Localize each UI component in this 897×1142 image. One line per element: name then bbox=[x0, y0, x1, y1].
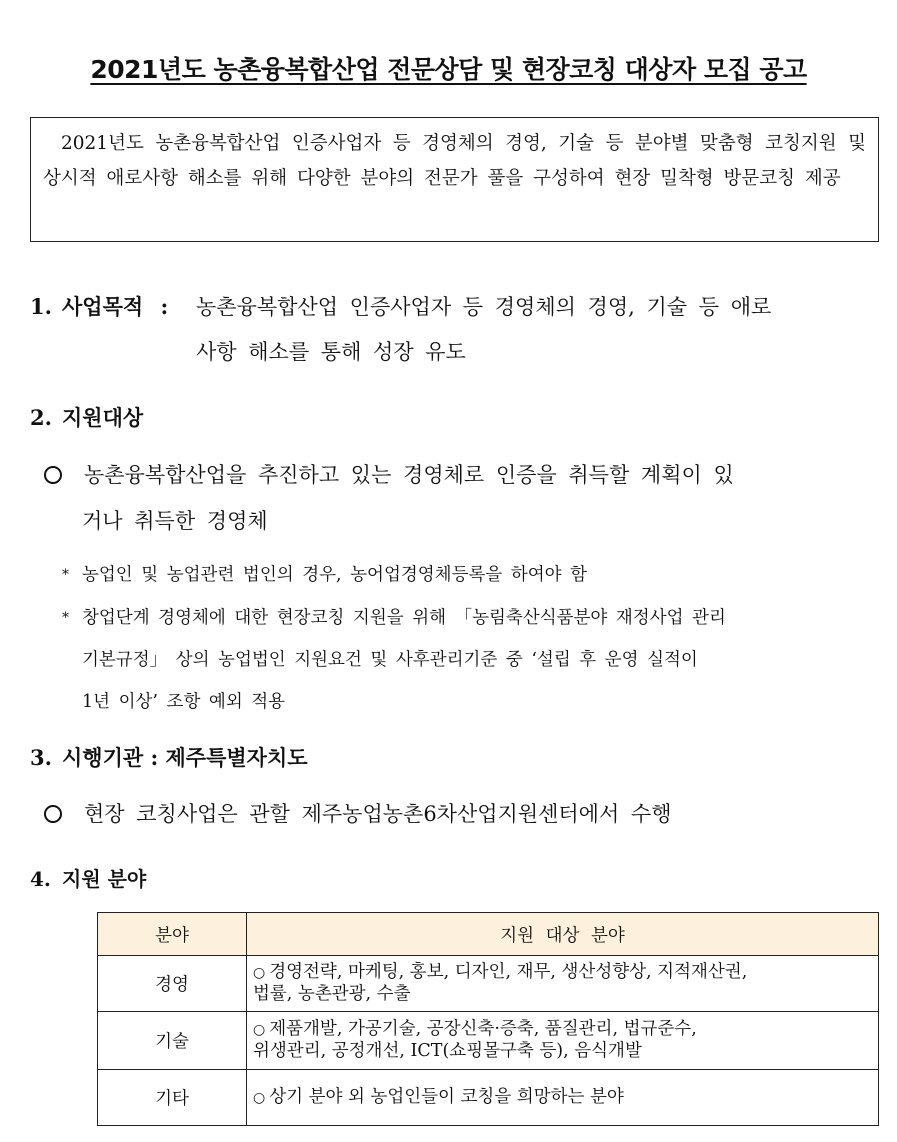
support-fields-table bbox=[97, 912, 879, 1126]
section-1-line-1: 농촌융복합산업 인증사업자 등 경영체의 경영, 기술 등 애로 bbox=[196, 295, 772, 319]
circle-bullet-icon bbox=[44, 805, 62, 823]
section-1-separator: : bbox=[160, 294, 169, 319]
asterisk-icon: * bbox=[62, 567, 69, 583]
circle-mark-icon: ○ bbox=[253, 1089, 266, 1106]
section-1-heading bbox=[30, 291, 178, 321]
circle-mark-icon: ○ bbox=[253, 965, 266, 981]
circle-mark-icon: ○ bbox=[253, 1022, 266, 1038]
section-2-heading bbox=[30, 402, 143, 432]
row-description: ○ 상기 분야 외 농업인들이 코칭을 희망하는 분야 bbox=[247, 1070, 879, 1126]
section-3-bullet-text: 현장 코칭사업은 관할 제주농업농촌6차산업지원센터에서 수행 bbox=[84, 802, 672, 826]
section-2-label: 지원대상 bbox=[62, 405, 144, 430]
header-category: 분야 bbox=[98, 913, 247, 956]
table-row bbox=[98, 1012, 879, 1070]
asterisk-icon: * bbox=[62, 610, 69, 626]
row-description: ○ 제품개발, 가공기술, 공장신축·증축, 품질관리, 법규준수, 위생관리, 공정개선, ICT(쇼핑몰구축 등), 음식개발 bbox=[247, 1012, 879, 1070]
section-2-bullet-line-2: 거나 취득한 경영체 bbox=[82, 509, 268, 533]
section-1-label: 사업목적 bbox=[62, 294, 144, 319]
section-1-number: 1. bbox=[30, 294, 52, 319]
section-3-heading bbox=[30, 742, 308, 772]
row-category: 기타 bbox=[98, 1070, 247, 1126]
section-2-bullet-line-1: 농촌융복합산업을 추진하고 있는 경영체로 인증을 취득할 계획이 있 bbox=[84, 463, 734, 487]
circle-bullet-icon bbox=[44, 466, 62, 484]
section-4-number: 4. bbox=[30, 867, 51, 891]
table-row bbox=[98, 956, 879, 1012]
section-4-heading bbox=[30, 863, 146, 892]
section-2-note-1: 농업인 및 농업관련 법인의 경우, 농어업경영체등록을 하여야 함 bbox=[82, 565, 588, 585]
section-3-label: 시행기관 : 제주특별자치도 bbox=[62, 745, 308, 770]
section-4-label: 지원 분야 bbox=[62, 867, 147, 891]
row-description: ○ 경영전략, 마케팅, 홍보, 디자인, 재무, 생산성향상, 지적재산권, 법률, 농촌관광, 수출 bbox=[247, 956, 879, 1012]
section-2-note-2-line-3: 1년 이상’ 조항 예외 적용 bbox=[82, 692, 286, 712]
summary-box: 2021년도 농촌융복합산업 인증사업자 등 경영체의 경영, 기술 등 분야별 맞춤형 코칭지원 및 상시적 애로사항 해소를 위해 다양한 분야의 전문가 풀을 구성하여 현장 밀착형 방문코칭 제공 bbox=[30, 117, 879, 242]
section-1-line-2: 사항 해소를 통해 성장 유도 bbox=[196, 340, 466, 364]
section-2-note-2-line-2: 기본규정」 상의 농업법인 지원요건 및 사후관리기준 중 ‘설립 후 운영 실적이 bbox=[82, 650, 698, 670]
section-2-note-2-line-1: 창업단계 경영체에 대한 현장코칭 지원을 위해 「농림축산식품분야 재정사업 관리 bbox=[82, 608, 726, 628]
header-target: 지원 대상 분야 bbox=[247, 913, 879, 956]
row-category: 기술 bbox=[98, 1012, 247, 1070]
table-header-row bbox=[98, 913, 879, 956]
section-2-number: 2. bbox=[30, 405, 52, 430]
section-3-number: 3. bbox=[30, 745, 52, 770]
table-row bbox=[98, 1070, 879, 1126]
row-category: 경영 bbox=[98, 956, 247, 1012]
page-title: 2021년도 농촌융복합산업 전문상담 및 현장코칭 대상자 모집 공고 bbox=[90, 55, 807, 84]
section-2-bullet bbox=[44, 459, 734, 489]
section-3-bullet bbox=[44, 798, 672, 828]
